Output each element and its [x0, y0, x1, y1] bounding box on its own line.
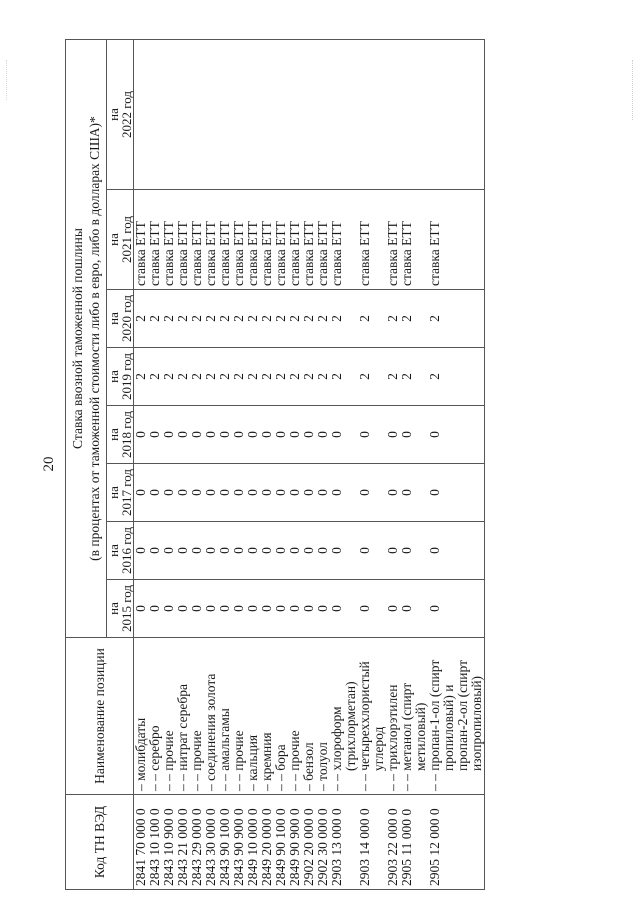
cell-rate: 2 [288, 348, 302, 406]
cell-name [246, 638, 260, 795]
cell-code: 2902 30 000 0 [316, 795, 330, 890]
cell-rate: 2 [316, 348, 330, 406]
cell-rate: 0 [400, 406, 428, 464]
cell-name [400, 638, 428, 795]
cell-rate: 0 [428, 580, 485, 638]
header-year-na: на [106, 544, 121, 557]
cell-rate: 0 [176, 464, 190, 522]
cell-rate [148, 40, 162, 190]
cell-rate [386, 40, 400, 190]
header-year-na: на [106, 486, 121, 499]
cell-rate: 0 [246, 406, 260, 464]
cell-rate: 0 [260, 406, 274, 464]
cell-code: 2902 20 000 0 [302, 795, 316, 890]
header-year-label: 2018 год [119, 411, 134, 458]
cell-rate: 0 [134, 522, 149, 580]
cell-rate: 0 [316, 406, 330, 464]
header-year [107, 190, 134, 290]
cell-rate [316, 40, 330, 190]
cell-rate: 0 [330, 464, 358, 522]
cell-rate: 2 [260, 290, 274, 348]
cell-name [162, 638, 176, 795]
table-row [204, 40, 218, 890]
cell-rate: ставка ЕТТ [302, 190, 316, 290]
cell-rate: 2 [134, 348, 149, 406]
header-year-na: на [106, 370, 121, 383]
header-year [107, 522, 134, 580]
table-row [218, 40, 232, 890]
cell-rate: 0 [176, 522, 190, 580]
cell-rate: 2 [302, 348, 316, 406]
tariff-table-rotated [65, 40, 570, 890]
cell-name [204, 638, 218, 795]
cell-rate: 0 [148, 464, 162, 522]
cell-rate: 0 [148, 580, 162, 638]
cell-rate: 2 [134, 290, 149, 348]
page-number: 20 [41, 456, 57, 472]
cell-rate: 2 [302, 290, 316, 348]
cell-rate: 0 [260, 522, 274, 580]
cell-rate: 0 [204, 580, 218, 638]
cell-rate: 2 [218, 348, 232, 406]
header-year-label: 2015 год [119, 585, 134, 632]
cell-rate [330, 40, 358, 190]
cell-code: 2903 22 000 0 [386, 795, 400, 890]
cell-rate: ставка ЕТТ [218, 190, 232, 290]
cell-rate: 2 [218, 290, 232, 348]
header-rate-line2: (в процентах от таможенной стоимости либо в евро, либо в долларах США)* [87, 116, 102, 561]
cell-rate: 0 [274, 406, 288, 464]
cell-rate [176, 40, 190, 190]
cell-name [148, 638, 162, 795]
cell-rate: 2 [176, 290, 190, 348]
cell-name-line: – – амальгамы [217, 708, 232, 791]
cell-rate: ставка ЕТТ [288, 190, 302, 290]
cell-rate: 0 [386, 406, 400, 464]
cell-code: 2849 90 900 0 [288, 795, 302, 890]
cell-name-line: – – трихлорэтилен [385, 684, 400, 791]
table-row [316, 40, 330, 890]
cell-code: 2903 13 000 0 [330, 795, 358, 890]
cell-rate: ставка ЕТТ [316, 190, 330, 290]
cell-rate: 2 [162, 290, 176, 348]
header-year-na: на [106, 233, 121, 246]
cell-code: 2849 20 000 0 [260, 795, 274, 890]
cell-name-line: пропан-2-ол (спирт [455, 660, 470, 771]
cell-rate: ставка ЕТТ [232, 190, 246, 290]
cell-code: 2843 21 000 0 [176, 795, 190, 890]
cell-rate: 0 [162, 406, 176, 464]
header-year [107, 40, 134, 190]
header-year-label: 2021 год [119, 216, 134, 263]
cell-rate: 2 [204, 348, 218, 406]
header-year-na: на [106, 312, 121, 325]
cell-rate: 0 [386, 580, 400, 638]
cell-name [386, 638, 400, 795]
cell-name-line: – – прочие [287, 730, 302, 791]
scan-edge-mark [6, 60, 10, 100]
cell-rate: 0 [190, 580, 204, 638]
table-row [358, 40, 386, 890]
cell-name [190, 638, 204, 795]
header-year-label: 2016 год [119, 527, 134, 574]
cell-rate: 2 [316, 290, 330, 348]
cell-rate: 0 [358, 522, 386, 580]
header-year [107, 348, 134, 406]
cell-name [316, 638, 330, 795]
cell-rate: ставка ЕТТ [274, 190, 288, 290]
cell-rate: 0 [302, 522, 316, 580]
cell-name-line: углерод [371, 726, 386, 771]
header-year-label: 2020 год [119, 295, 134, 342]
table-row [148, 40, 162, 890]
cell-rate: 0 [204, 464, 218, 522]
cell-rate [218, 40, 232, 190]
cell-rate [358, 40, 386, 190]
cell-rate [204, 40, 218, 190]
cell-rate: ставка ЕТТ [190, 190, 204, 290]
cell-code: 2841 70 000 0 [134, 795, 149, 890]
cell-name-line: – – прочие [189, 730, 204, 791]
cell-rate: 0 [204, 522, 218, 580]
cell-rate: 2 [358, 290, 386, 348]
table-row [274, 40, 288, 890]
cell-rate: 0 [190, 522, 204, 580]
cell-name-line: – – серебро [147, 725, 162, 791]
cell-code: 2843 30 000 0 [204, 795, 218, 890]
cell-rate: 2 [428, 348, 485, 406]
cell-name-line: – молибдаты [133, 717, 148, 791]
cell-code: 2849 90 100 0 [274, 795, 288, 890]
cell-name-line: изопропиловый) [469, 675, 484, 771]
cell-name [288, 638, 302, 795]
table-row [162, 40, 176, 890]
cell-rate: ставка ЕТТ [358, 190, 386, 290]
cell-rate: 2 [386, 348, 400, 406]
table-row [330, 40, 358, 890]
cell-rate: ставка ЕТТ [330, 190, 358, 290]
cell-rate: 2 [386, 290, 400, 348]
cell-rate: ставка ЕТТ [176, 190, 190, 290]
cell-rate: ставка ЕТТ [204, 190, 218, 290]
cell-rate: 2 [246, 348, 260, 406]
cell-rate: 2 [400, 348, 428, 406]
cell-rate: 0 [204, 406, 218, 464]
cell-name-line: пропиловый) и [441, 684, 456, 771]
cell-rate: 0 [176, 406, 190, 464]
cell-name [302, 638, 316, 795]
cell-rate: 0 [148, 522, 162, 580]
cell-rate: 2 [330, 348, 358, 406]
cell-rate: 0 [288, 464, 302, 522]
cell-rate [302, 40, 316, 190]
header-year [107, 580, 134, 638]
cell-name [428, 638, 485, 795]
cell-rate: 0 [218, 522, 232, 580]
cell-rate [134, 40, 149, 190]
cell-rate: 0 [330, 522, 358, 580]
header-rate-line1: Ставка ввозной таможенной пошлины [70, 228, 85, 449]
cell-code: 2843 90 900 0 [232, 795, 246, 890]
cell-rate: 0 [246, 464, 260, 522]
cell-rate: ставка ЕТТ [134, 190, 149, 290]
cell-rate: 0 [232, 464, 246, 522]
cell-rate: 0 [330, 580, 358, 638]
cell-rate: 0 [260, 580, 274, 638]
table-row [246, 40, 260, 890]
cell-rate: 0 [288, 580, 302, 638]
cell-rate: ставка ЕТТ [260, 190, 274, 290]
cell-rate: 0 [218, 406, 232, 464]
cell-rate: 0 [176, 580, 190, 638]
table-row [288, 40, 302, 890]
cell-rate [190, 40, 204, 190]
header-code: Код ТН ВЭД [66, 795, 134, 890]
cell-rate: 0 [274, 522, 288, 580]
cell-rate: 0 [400, 522, 428, 580]
tariff-table [65, 39, 485, 890]
table-row [190, 40, 204, 890]
cell-code: 2905 11 000 0 [400, 795, 428, 890]
header-year-na: на [106, 428, 121, 441]
cell-rate: 0 [302, 580, 316, 638]
cell-rate: 0 [400, 464, 428, 522]
cell-rate: 2 [358, 348, 386, 406]
cell-rate: 0 [162, 580, 176, 638]
cell-rate: 0 [134, 406, 149, 464]
cell-name [134, 638, 149, 795]
cell-rate: 0 [358, 464, 386, 522]
cell-rate: 0 [232, 522, 246, 580]
cell-name [358, 638, 386, 795]
cell-rate: ставка ЕТТ [246, 190, 260, 290]
cell-rate: ставка ЕТТ [148, 190, 162, 290]
cell-rate: 2 [260, 348, 274, 406]
header-year-na: на [106, 108, 121, 121]
cell-rate: 0 [162, 522, 176, 580]
cell-name-line: – кремния [259, 732, 274, 791]
cell-rate: 0 [274, 580, 288, 638]
cell-name-line: (трихлорметан) [343, 681, 358, 771]
cell-name-line: – бензол [301, 742, 316, 791]
cell-rate: 0 [288, 522, 302, 580]
cell-rate: 0 [190, 464, 204, 522]
cell-rate: 2 [274, 290, 288, 348]
cell-rate: ставка ЕТТ [386, 190, 400, 290]
cell-rate: 0 [274, 464, 288, 522]
cell-rate: 0 [232, 406, 246, 464]
cell-name [218, 638, 232, 795]
cell-rate [274, 40, 288, 190]
table-row [428, 40, 485, 890]
table-row [260, 40, 274, 890]
cell-rate: 0 [302, 406, 316, 464]
cell-rate: 0 [162, 464, 176, 522]
cell-rate: 0 [218, 464, 232, 522]
cell-rate: 0 [148, 406, 162, 464]
header-year-na: на [106, 602, 121, 615]
cell-rate: 0 [246, 522, 260, 580]
cell-rate: 2 [330, 290, 358, 348]
cell-name-line: метиловый) [413, 702, 428, 771]
cell-code: 2843 90 100 0 [218, 795, 232, 890]
cell-rate: 0 [232, 580, 246, 638]
cell-name-line: – толуол [315, 742, 330, 791]
cell-rate: 2 [246, 290, 260, 348]
cell-name-line: – – пропан-1-ол (спирт [427, 659, 442, 791]
cell-rate: 2 [176, 348, 190, 406]
cell-rate: 0 [246, 580, 260, 638]
cell-rate: 2 [428, 290, 485, 348]
cell-rate: 0 [218, 580, 232, 638]
cell-code: 2843 10 100 0 [148, 795, 162, 890]
cell-rate: 2 [204, 290, 218, 348]
cell-rate: 0 [428, 464, 485, 522]
cell-rate: 0 [400, 580, 428, 638]
cell-code: 2905 12 000 0 [428, 795, 485, 890]
cell-rate: ставка ЕТТ [428, 190, 485, 290]
header-year [107, 464, 134, 522]
table-row [232, 40, 246, 890]
cell-rate: 0 [386, 522, 400, 580]
cell-rate: 2 [232, 348, 246, 406]
cell-name [260, 638, 274, 795]
cell-rate: 2 [288, 290, 302, 348]
cell-rate: 0 [260, 464, 274, 522]
cell-name-line: – – прочие [231, 730, 246, 791]
header-rate [66, 40, 107, 638]
cell-name [232, 638, 246, 795]
cell-rate: 0 [302, 464, 316, 522]
cell-rate [288, 40, 302, 190]
cell-name [176, 638, 190, 795]
cell-rate: 0 [358, 406, 386, 464]
cell-rate: 2 [232, 290, 246, 348]
cell-name [330, 638, 358, 795]
cell-rate: 0 [358, 580, 386, 638]
table-row [400, 40, 428, 890]
cell-name [274, 638, 288, 795]
cell-rate: 0 [428, 522, 485, 580]
cell-rate: 0 [316, 580, 330, 638]
cell-code: 2849 10 000 0 [246, 795, 260, 890]
table-row [134, 40, 149, 890]
cell-rate: 0 [316, 522, 330, 580]
header-year-label: 2017 год [119, 469, 134, 516]
cell-name-line: – – метанол (спирт [399, 682, 414, 791]
cell-rate [232, 40, 246, 190]
cell-rate: 2 [148, 348, 162, 406]
cell-code: 2843 10 900 0 [162, 795, 176, 890]
scan-edge-mark [632, 60, 636, 120]
header-year [107, 290, 134, 348]
header-name: Наименование позиции [66, 638, 134, 795]
table-row [386, 40, 400, 890]
cell-name-line: – соединения золота [203, 673, 218, 791]
table-row [302, 40, 316, 890]
cell-rate: 0 [134, 580, 149, 638]
cell-name-line: – – прочие [161, 730, 176, 791]
cell-rate: 2 [190, 348, 204, 406]
cell-rate [400, 40, 428, 190]
cell-code: 2903 14 000 0 [358, 795, 386, 890]
cell-rate: 0 [428, 406, 485, 464]
cell-name-line: – – хлороформ [329, 706, 344, 791]
cell-name-line: – – бора [273, 744, 288, 791]
cell-name-line: – – нитрат серебра [175, 684, 190, 791]
cell-rate: 0 [316, 464, 330, 522]
cell-code: 2843 29 000 0 [190, 795, 204, 890]
cell-rate: 2 [400, 290, 428, 348]
header-year-label: 2019 год [119, 353, 134, 400]
table-row [176, 40, 190, 890]
cell-rate: 2 [162, 348, 176, 406]
header-year-label: 2022 год [119, 91, 134, 138]
header-year [107, 406, 134, 464]
cell-rate: ставка ЕТТ [400, 190, 428, 290]
cell-rate [260, 40, 274, 190]
cell-rate: 0 [330, 406, 358, 464]
cell-rate: 0 [190, 406, 204, 464]
cell-rate [246, 40, 260, 190]
cell-rate: ставка ЕТТ [162, 190, 176, 290]
cell-rate [428, 40, 485, 190]
cell-rate: 2 [190, 290, 204, 348]
cell-rate: 0 [134, 464, 149, 522]
cell-rate [162, 40, 176, 190]
cell-rate: 0 [288, 406, 302, 464]
cell-name-line: – кальция [245, 734, 260, 791]
cell-name-line: – – четыреххлористый [357, 661, 372, 791]
tariff-body [134, 40, 485, 890]
cell-rate: 2 [148, 290, 162, 348]
cell-rate: 0 [386, 464, 400, 522]
cell-rate: 2 [274, 348, 288, 406]
